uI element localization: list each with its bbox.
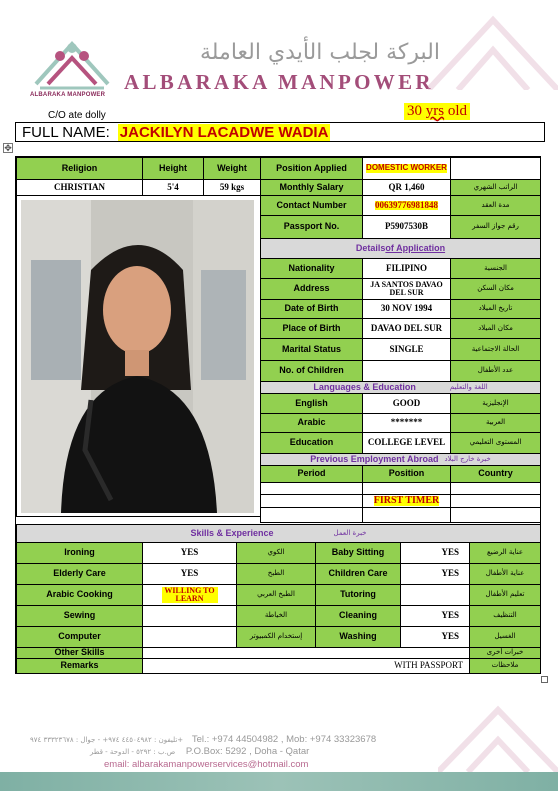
employment-position-3	[362, 507, 451, 523]
children-value	[362, 360, 451, 382]
brand-name-english: ALBARAKA MANPOWER	[124, 70, 434, 94]
date-of-birth-value: 30 NOV 1994	[362, 299, 451, 319]
age-unit: yrs	[425, 103, 445, 119]
contact-number-value: 00639776981848	[375, 199, 438, 210]
employment-country-2	[450, 494, 541, 508]
skill-washing-arabic: الغسيل	[469, 626, 541, 648]
place-of-birth-arabic: مكان الميلاد	[450, 318, 541, 339]
languages-section-title: Languages & Education	[313, 381, 416, 392]
skill-cleaning-arabic: التنظيف	[469, 605, 541, 627]
skill-elderly-care-label: Elderly Care	[16, 563, 143, 585]
position-applied-label: Position Applied	[260, 157, 363, 180]
care-of-text: C/O ate dolly	[48, 110, 106, 121]
marital-status-arabic: الحالة الاجتماعية	[450, 338, 541, 361]
skill-washing-value: YES	[400, 626, 470, 648]
address-arabic: مكان السكن	[450, 278, 541, 300]
monthly-salary-arabic: الراتب الشهري	[450, 179, 541, 196]
skill-baby-sitting-arabic: عناية الرضيع	[469, 542, 541, 564]
logo-caption: ALBARAKA MANPOWER	[30, 92, 106, 98]
skill-sewing-label: Sewing	[16, 605, 143, 627]
skill-arabic-cooking-arabic: الطبخ العربي	[236, 584, 316, 606]
skill-children-care-value: YES	[400, 563, 470, 585]
age-badge	[404, 103, 470, 120]
date-of-birth-arabic: تاريخ الميلاد	[450, 299, 541, 319]
skill-arabic-cooking-value: WILLING TO LEARN	[162, 587, 218, 604]
footer-email[interactable]: email: albarakamanpowerservices@hotmail.com	[104, 759, 309, 770]
english-arabic: الإنجليزية	[450, 393, 541, 414]
skills-section-title: Skills & Experience	[190, 527, 274, 538]
contact-number-cell	[362, 195, 451, 216]
footer-pobox-english: P.O.Box: 5292 , Doha - Qatar	[185, 746, 310, 757]
height-value: 5'4	[142, 179, 204, 196]
full-name-label: FULL NAME:	[22, 123, 110, 141]
age-suffix: old	[447, 103, 468, 119]
languages-section-title-arabic: اللغة والتعليم	[449, 382, 488, 391]
skill-computer-label: Computer	[16, 626, 143, 648]
english-value: GOOD	[362, 393, 451, 414]
date-of-birth-label: Date of Birth	[260, 299, 363, 319]
letterhead	[0, 0, 558, 110]
skill-arabic-cooking-cell	[142, 584, 237, 606]
weight-label: Weight	[203, 157, 261, 180]
skill-tutoring-label: Tutoring	[315, 584, 401, 606]
arabic-label: Arabic	[260, 413, 363, 433]
table-move-handle-icon[interactable]: ✥	[4, 143, 12, 153]
footer-phones	[30, 734, 550, 745]
height-label: Height	[142, 157, 204, 180]
skill-washing-label: Washing	[315, 626, 401, 648]
address-label: Address	[260, 278, 363, 300]
employment-period-3	[260, 507, 363, 523]
nationality-value: FILIPINO	[362, 258, 451, 279]
skill-ironing-label: Ironing	[16, 542, 143, 564]
remarks-label: Remarks	[16, 658, 143, 674]
footer-color-band	[0, 772, 558, 791]
skill-tutoring-arabic: تعليم الأطفال	[469, 584, 541, 606]
other-skills-label: Other Skills	[16, 647, 143, 659]
brand-name-arabic: البركة لجلب الأيدي العاملة	[199, 40, 440, 65]
passport-arabic: رقم جواز السفر	[450, 215, 541, 239]
full-name-value: JACKILYN LACADWE WADIA	[119, 123, 329, 141]
albaraka-logo-icon	[32, 32, 112, 92]
position-applied-value: DOMESTIC WORKER	[366, 163, 447, 173]
passport-label: Passport No.	[260, 215, 363, 239]
marital-status-label: Marital Status	[260, 338, 363, 361]
skill-elderly-care-value: YES	[142, 563, 237, 585]
education-value: COLLEGE LEVEL	[362, 432, 451, 454]
skills-section-header	[16, 524, 541, 543]
education-arabic: المستوى التعليمي	[450, 432, 541, 454]
skill-tutoring-value	[400, 584, 470, 606]
skill-baby-sitting-label: Baby Sitting	[315, 542, 401, 564]
blank-cell	[450, 157, 541, 180]
details-section-header	[260, 238, 541, 259]
letterhead-footer	[0, 700, 558, 791]
employment-position-label: Position	[362, 465, 451, 483]
first-timer-value: FIRST TIMER	[373, 494, 440, 506]
employment-position-2	[362, 494, 451, 508]
footer-phones-arabic: تليفون : ٤٤٥٠٤٩٨٢ ٩٧٤+ - جوال : ٣٣٣٢٣٦٧٨ ٩٧٤+	[30, 736, 184, 744]
skill-computer-value	[142, 626, 237, 648]
religion-label: Religion	[16, 157, 143, 180]
arabic-arabic: العربية	[450, 413, 541, 433]
english-label: English	[260, 393, 363, 414]
nationality-arabic: الجنسية	[450, 258, 541, 279]
age-number: 30	[407, 103, 422, 119]
footer-phones-english: Tel.: +974 44504982 , Mob: +974 33323678	[191, 734, 377, 745]
skill-cleaning-value: YES	[400, 605, 470, 627]
skill-computer-arabic: إستخدام الكمبيوتر	[236, 626, 316, 648]
skill-children-care-label: Children Care	[315, 563, 401, 585]
skill-sewing-value	[142, 605, 237, 627]
nationality-label: Nationality	[260, 258, 363, 279]
skill-baby-sitting-value: YES	[400, 542, 470, 564]
skill-arabic-cooking-label: Arabic Cooking	[16, 584, 143, 606]
contact-number-label: Contact Number	[260, 195, 363, 216]
other-skills-arabic: خبرات أخرى	[469, 647, 541, 659]
decorative-pattern-icon	[428, 0, 558, 90]
position-applied-cell	[362, 157, 451, 180]
skills-section-title-arabic: خبرة العمل	[333, 528, 367, 537]
full-name-row	[15, 122, 545, 142]
skill-sewing-arabic: الخياطة	[236, 605, 316, 627]
details-section-title: of Application	[385, 242, 446, 253]
skill-ironing-value: YES	[142, 542, 237, 564]
arabic-value: *******	[362, 413, 451, 433]
employment-section-title: Previous Employment Abroad	[310, 453, 439, 464]
skill-cleaning-label: Cleaning	[315, 605, 401, 627]
footer-pobox-arabic: ص.ب : ٥٢٩٢ - الدوحة - قطر	[90, 748, 176, 756]
place-of-birth-label: Place of Birth	[260, 318, 363, 339]
education-label: Education	[260, 432, 363, 454]
skill-ironing-arabic: الكوي	[236, 542, 316, 564]
monthly-salary-value: QR 1,460	[362, 179, 451, 196]
remarks-arabic: ملاحظات	[469, 658, 541, 674]
details-section-title-prefix: Details	[355, 242, 386, 253]
applicant-photo	[21, 200, 254, 513]
period-label: Period	[260, 465, 363, 483]
children-arabic: عدد الأطفال	[450, 360, 541, 382]
address-value: JA SANTOS DAVAO DEL SUR	[362, 278, 451, 300]
table-resize-handle-icon[interactable]	[541, 676, 548, 683]
employment-period-2	[260, 494, 363, 508]
place-of-birth-value: DAVAO DEL SUR	[362, 318, 451, 339]
employment-country-3	[450, 507, 541, 523]
application-table	[15, 156, 541, 674]
country-label: Country	[450, 465, 541, 483]
children-label: No. of Children	[260, 360, 363, 382]
religion-value: CHRISTIAN	[16, 179, 143, 196]
contact-number-arabic: مدة العقد	[450, 195, 541, 216]
footer-pobox	[90, 746, 309, 757]
monthly-salary-label: Monthly Salary	[260, 179, 363, 196]
employment-section-title-arabic: خبرة خارج البلاد	[444, 454, 491, 463]
skill-children-care-arabic: عناية الأطفال	[469, 563, 541, 585]
marital-status-value: SINGLE	[362, 338, 451, 361]
weight-value: 59 kgs	[203, 179, 261, 196]
passport-value: P5907530B	[362, 215, 451, 239]
remarks-value: WITH PASSPORT	[142, 658, 470, 674]
applicant-portrait-icon	[21, 200, 254, 513]
skill-elderly-care-arabic: الطبخ	[236, 563, 316, 585]
